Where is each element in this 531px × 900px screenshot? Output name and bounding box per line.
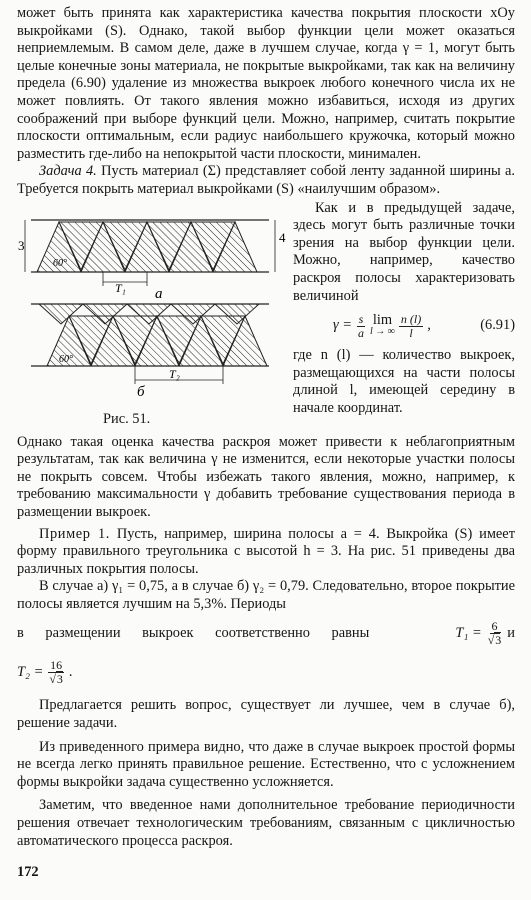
task-label: Задача 4.	[39, 163, 97, 180]
t1-num: 6	[491, 618, 498, 633]
page-number: 172	[17, 864, 39, 881]
frac-num: s	[358, 311, 364, 326]
t2-tail: .	[68, 663, 73, 680]
t2-line: T₂ = $\frac{16}{√3}$ .	[17, 657, 73, 686]
paragraph: Однако такая оценка качества раскроя может привести к неблагоприятным результатам, так как величина γ не изменится, если некоторые участки полосы не покрыть совсем. Чтобы избежать такого явления, можно, например, к требованию максимальности γ добавить требование существования периода в размещении выкроек.	[17, 433, 515, 520]
t2-num: 16	[50, 657, 63, 672]
t1-lhs: T₁ =	[455, 624, 482, 641]
paragraph: Заметим, что введенное нами дополнительное требование периодичности решения отвечает технологическим требованиям, связанным с цикличностью автоматического процесса раскроя.	[17, 797, 515, 849]
side-column	[293, 200, 515, 418]
task-paragraph	[17, 163, 515, 198]
frac2-den: l	[409, 325, 413, 340]
side-paragraph: Как и в предыдущей задаче, здесь могут быть различные точки зрения на выбор функции цели. Можно, например, качество раскроя полосы характеризовать величиной	[293, 199, 515, 304]
paragraph: может быть принята как характеристика качества покрытия плоскости xOy выкройками (S). Однако, такой выбор функции цели может оказаться неприемлемым. В самом деле, даже в лучшем случае, когда γ = 1, могут быть целые конечные зоны материала, не покрытые выкройками, так как на величину предела (6.90) удаление из множества выкроек любого конечного числа их не может повлиять. От такого явления можно избавиться, исходя из других соображений при выборе функций цели. Можно, например, считать покрытие плоскости оптимальным, если радиус наибольшего кружочка, который можно разместить где-либо на непокрытой части плоскости, минимален.	[17, 5, 515, 162]
strip-a	[25, 220, 275, 286]
equation-number: (6.91)	[480, 317, 515, 334]
paragraph: В случае а) γ₁ = 0,75, а в случае б) γ₂ = 0,79. Следовательно, второе покрытие полосы является лучшим на 5,3%. Периоды	[17, 578, 515, 612]
example-text: Пусть, например, ширина полосы a = 4. Выкройка (S) имеет форму правильного треугольника с высотой h = 3. На рис. 51 приведены два различных покрытия полосы.	[17, 525, 515, 577]
figure-51	[17, 200, 293, 434]
formula-lhs: γ =	[333, 317, 352, 334]
subfig-label: a	[155, 285, 163, 302]
frac-den: a	[357, 325, 364, 340]
width-label: 4	[279, 229, 286, 245]
t1-tail: и	[507, 624, 515, 641]
after-formula: где n (l) — количество выкроек, размещающихся на части полосы длиной l, имеющей середину в начале координат.	[293, 347, 515, 416]
periods-text: в размещении выкроек соответственно равны	[17, 624, 370, 641]
example-label: Пример 1.	[39, 525, 110, 542]
lim: lim	[372, 312, 393, 329]
formula-tail: ,	[427, 317, 431, 334]
figure-caption: Рис. 51.	[103, 410, 151, 427]
paragraph: Предлагается решить вопрос, существует ли лучшее, чем в случае б), решение задачи.	[17, 697, 515, 732]
example-paragraph	[17, 526, 515, 579]
task-text: Пусть материал (Σ) представляет собой ленту заданной ширины a. Требуется покрыть материал выкройками (S) «наилучшим образом».	[17, 163, 516, 197]
period-label-b: T₂	[169, 366, 180, 381]
figure-block	[17, 200, 515, 434]
t1-den: 3	[495, 632, 502, 647]
periods-line: в размещении выкроек соответственно равны T₁ = $\frac{6}{√3}$ и	[17, 618, 515, 647]
height-label: 3	[18, 237, 25, 253]
page-body	[17, 5, 515, 882]
t2-den: 3	[56, 671, 63, 686]
period-label: T₁	[115, 280, 126, 295]
paragraph: Из приведенного примера видно, что даже в случае выкроек простой формы не всегда легко принять правильное решение. Естественно, что с усложнением формы выкройки задача существенно усложняется.	[17, 738, 515, 790]
angle-label-b: 60°	[59, 353, 73, 365]
frac2-num: n (l)	[400, 311, 422, 326]
angle-label: 60°	[53, 257, 67, 269]
strip-b	[31, 304, 269, 384]
subfig-label-b: б	[137, 383, 145, 400]
t2-lhs: T₂ =	[17, 663, 44, 680]
formula-6-91	[293, 305, 515, 347]
lim-sub: l → ∞	[369, 326, 395, 338]
